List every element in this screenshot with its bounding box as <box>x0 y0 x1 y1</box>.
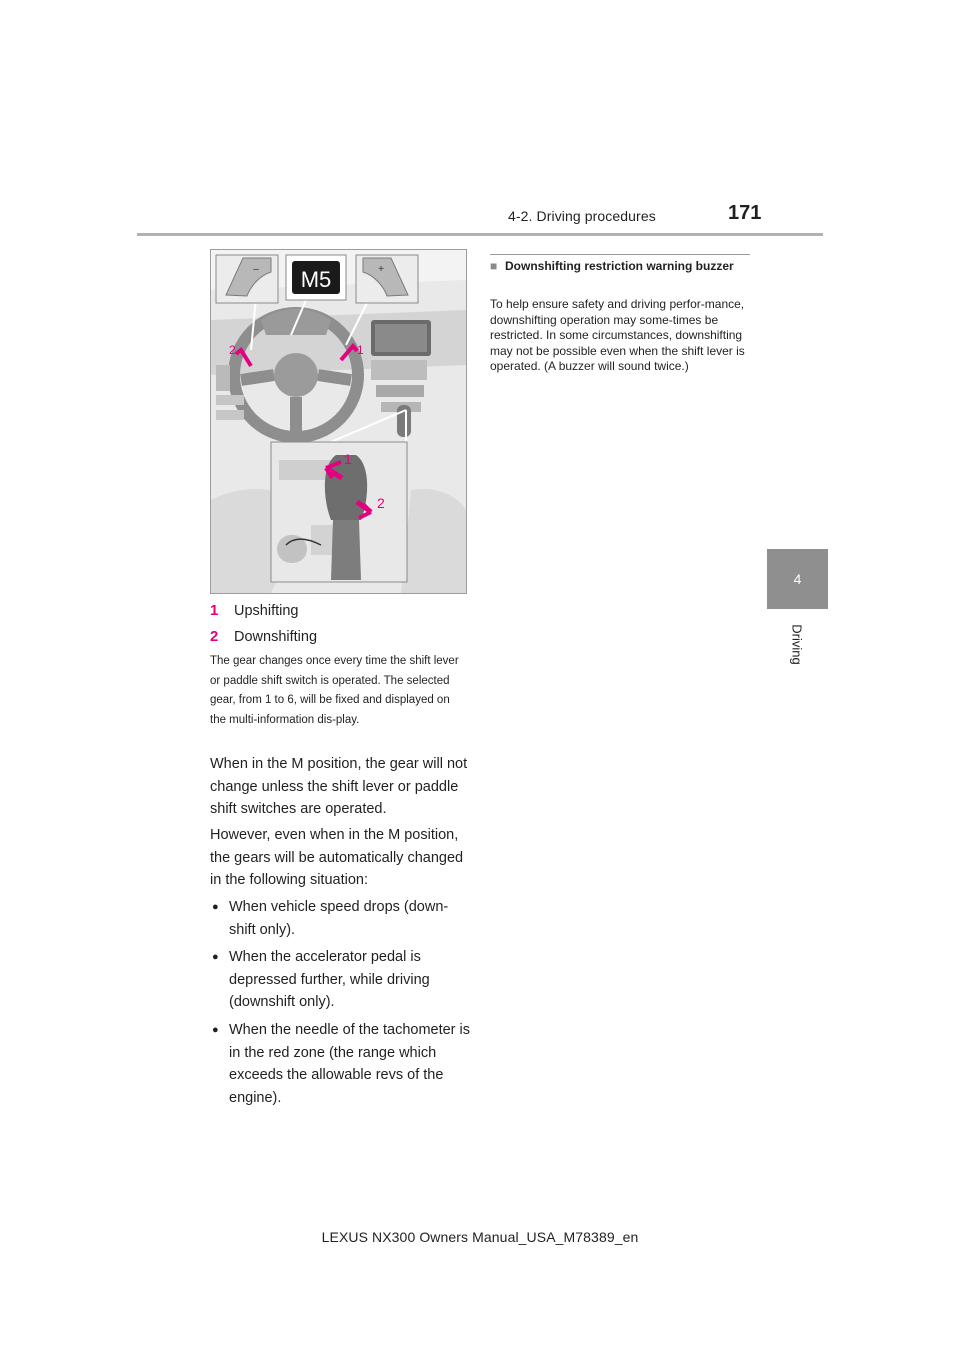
right-column-divider <box>490 254 750 255</box>
list-item: ● When the needle of the tachometer is in the red zone (the range which exceeds the allowable revs of the engine). <box>212 1019 474 1109</box>
list-item: ● When vehicle speed drops (down-shift only). <box>212 896 474 941</box>
footer-manual-id: LEXUS NX300 Owners Manual_USA_M78389_en <box>321 1229 639 1245</box>
legend-item-upshifting: 1 Upshifting <box>210 602 299 619</box>
paragraph-automatic-change: However, even when in the M position, the gears will be automatically changed in the following situation: <box>210 827 464 888</box>
callout-upshift-paddle: 1 <box>357 343 364 357</box>
chapter-tab-label: Driving <box>789 623 805 665</box>
bullet-icon: ● <box>212 951 219 963</box>
gear-display-label: M5 <box>300 267 332 292</box>
callout-downshift-paddle: 2 <box>229 343 236 357</box>
header-section-title: 4-2. Driving procedures <box>508 208 656 224</box>
chapter-tab <box>767 549 828 609</box>
bullet-icon: ● <box>212 1024 219 1036</box>
chapter-tab-number: 4 <box>793 571 802 587</box>
list-item: ● When the accelerator pedal is depressed further, while driving (downshift only). <box>212 946 474 1014</box>
callout-downshift-lever: 2 <box>377 495 385 511</box>
square-bullet-icon: ■ <box>490 259 498 273</box>
header-divider <box>137 233 823 236</box>
paragraph-m-position: When in the M position, the gear will not change unless the shift lever or paddle shift switches are operated. <box>210 756 468 817</box>
right-column-body: To help ensure safety and driving perfor-mance, downshifting operation may some-times be restricted. In some circumstances, downshifting may not be possible even when the shift lever is operated. (A buzzer will sound twice.) <box>490 297 745 373</box>
right-column-heading: ■ Downshifting restriction warning buzzer <box>490 259 734 273</box>
page-number: 171 <box>728 202 762 224</box>
figure-note: The gear changes once every time the shift lever or paddle shift switch is operated. The selected gear, from 1 to 6, will be fixed and displayed on the multi-information dis-play. <box>210 655 459 726</box>
paddle-minus-symbol: – <box>253 264 259 275</box>
bullet-icon: ● <box>212 901 219 913</box>
callout-upshift-lever: 1 <box>344 451 352 467</box>
legend-item-downshifting: 2 Downshifting <box>210 628 318 645</box>
shift-illustration <box>210 249 467 594</box>
paddle-plus-symbol: + <box>378 264 384 275</box>
